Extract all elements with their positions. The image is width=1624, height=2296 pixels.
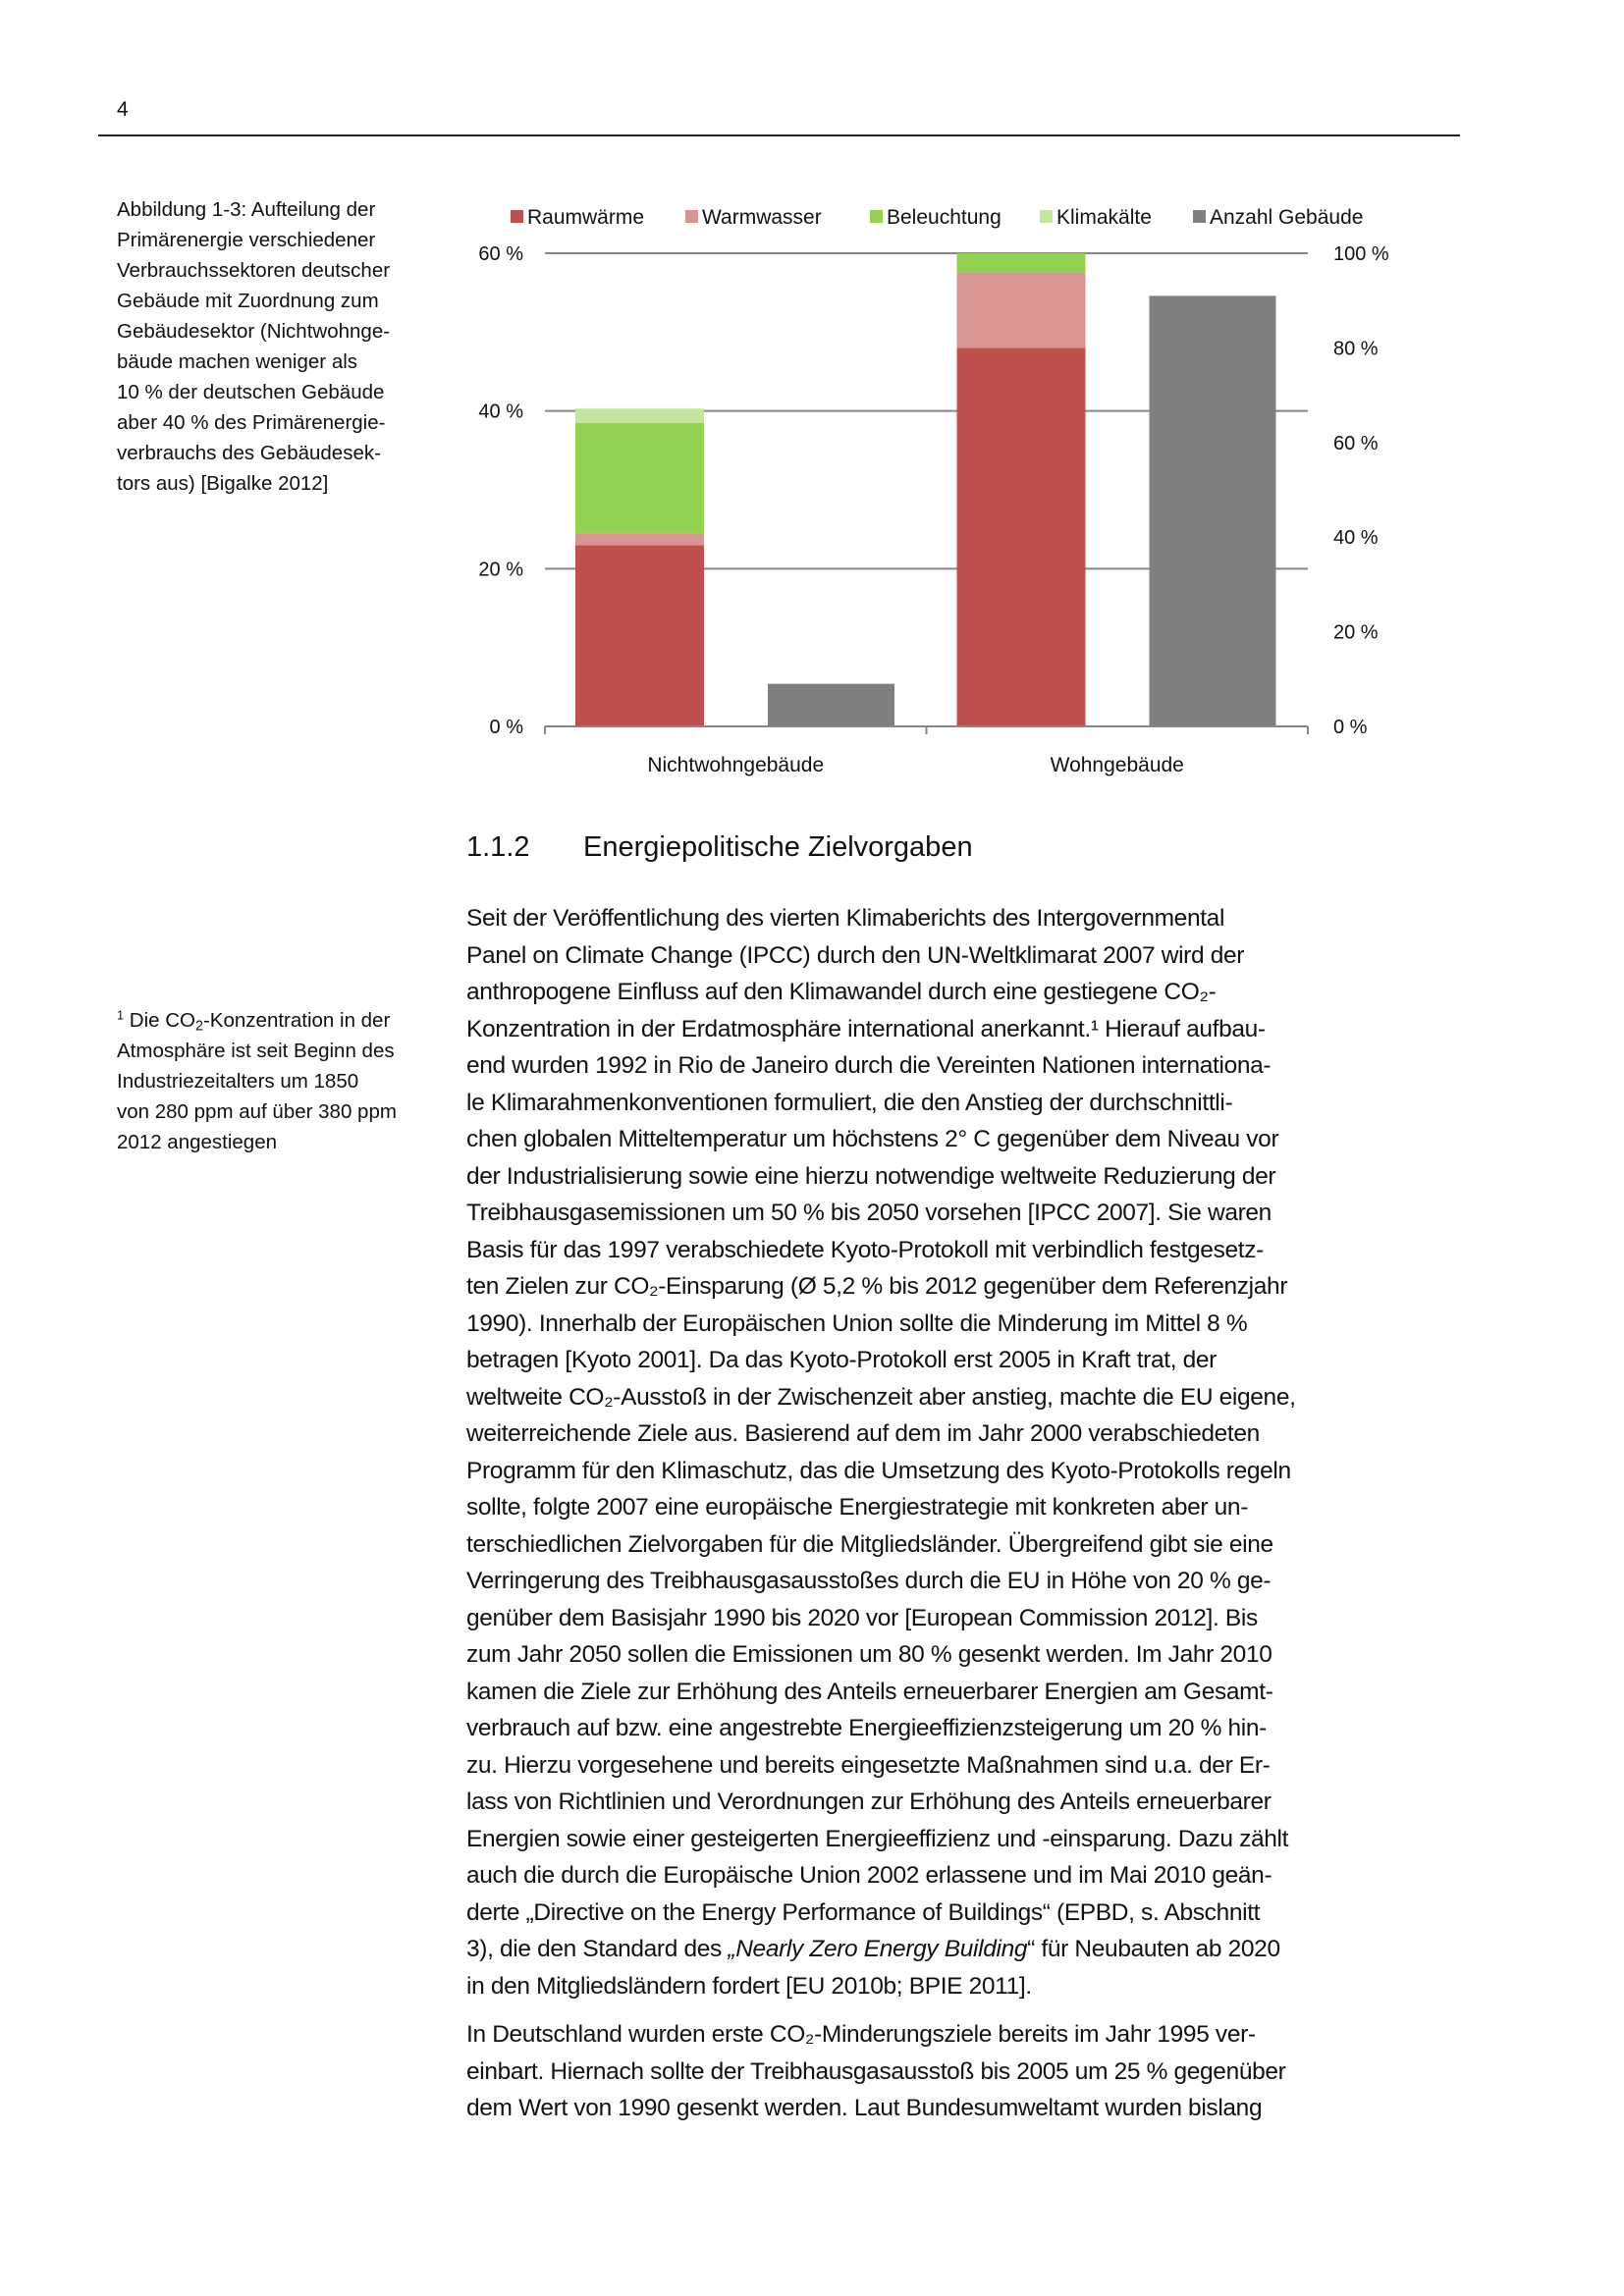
right-axis-tick-label: 60 % <box>1333 432 1379 454</box>
margin-footnote <box>117 1005 441 1157</box>
caption-line: Gebäudesektor (Nichtwohnge- <box>117 320 391 343</box>
text-line: einbart. Hiernach sollte der Treibhausgasausstoß bis 2005 um 25 % gegenüber <box>466 2057 1286 2085</box>
text-line: terschiedlichen Zielvorgaben für die Mitgliedsländer. Übergreifend gibt sie eine <box>466 1530 1273 1558</box>
caption-line: bäude machen weniger als <box>117 350 358 373</box>
legend-swatch <box>1193 210 1206 223</box>
text-line: zum Jahr 2050 sollen die Emissionen um 80 % gesenkt werden. Im Jahr 2010 <box>466 1641 1272 1668</box>
text-line: zu. Hierzu vorgesehene und bereits eingesetzte Maßnahmen sind u.a. der Er- <box>466 1751 1271 1779</box>
caption-line: Abbildung 1-3: Aufteilung der <box>117 198 376 221</box>
caption-line: Primärenergie verschiedener <box>117 229 376 251</box>
right-axis-tick-label: 20 % <box>1333 621 1379 644</box>
footnote-line: 2012 angestiegen <box>117 1131 278 1153</box>
text-line: derte „Directive on the Energy Performance of Buildings“ (EPBD, s. Abschnitt <box>466 1898 1261 1926</box>
right-axis-tick-label: 40 % <box>1333 527 1379 550</box>
text-line: anthropogene Einfluss auf den Klimawandel durch eine gestiegene CO₂- <box>466 979 1217 1005</box>
left-axis-tick-label: 40 % <box>478 400 523 423</box>
text-line: sollte, folgte 2007 eine europäische Energiestrategie mit konkreten aber un- <box>466 1494 1249 1521</box>
text-line: auch die durch die Europäische Union 2002 erlassene und im Mai 2010 geän- <box>466 1862 1272 1889</box>
footnote-marker: 1 <box>117 1007 125 1023</box>
bar-segment-warmwasser <box>575 533 704 545</box>
text-line: chen globalen Mitteltemperatur um höchstens 2° C gegenüber dem Niveau vor <box>466 1126 1279 1152</box>
text-line: Konzentration in der Erdatmosphäre international anerkannt.¹ Hierauf aufbau- <box>466 1015 1266 1042</box>
text-line: 3), die den Standard des „Nearly Zero Energy Building“ für Neubauten ab 2020 <box>466 1936 1280 1962</box>
legend-swatch <box>870 210 883 223</box>
text-line: Energien sowie einer gesteigerten Energieeffizienz und -einsparung. Dazu zählt <box>466 1825 1289 1852</box>
legend-label: Beleuchtung <box>887 206 1001 229</box>
text-line: der Industrialisierung sowie eine hierzu notwendige weltweite Reduzierung der <box>466 1162 1276 1190</box>
text-line: weltweite CO₂-Ausstoß in der Zwischenzeit aber anstieg, machte die EU eigene, <box>466 1383 1296 1411</box>
gridlines <box>545 253 1308 568</box>
caption-line: Gebäude mit Zuordnung zum <box>117 290 379 312</box>
right-axis-tick-label: 100 % <box>1333 243 1389 265</box>
category-label: Nichtwohngebäude <box>647 754 825 776</box>
text-line: kamen die Ziele zur Erhöhung des Anteils erneuerbarer Energien am Gesamt- <box>466 1678 1273 1705</box>
text-line: weiterreichende Ziele aus. Basierend auf dem im Jahr 2000 verabschiedeten <box>466 1420 1260 1447</box>
text-line: Panel on Climate Change (IPCC) durch den UN-Weltklimarat 2007 wird der <box>466 941 1245 969</box>
right-axis-tick-label: 0 % <box>1333 717 1368 738</box>
footnote-line: von 280 ppm auf über 380 ppm <box>117 1100 397 1123</box>
footnote-line: Atmosphäre ist seit Beginn des <box>117 1040 395 1062</box>
text-line: Basis für das 1997 verabschiedete Kyoto-Protokoll mit verbindlich festgesetz- <box>466 1236 1264 1263</box>
caption-line: 10 % der deutschen Gebäude <box>117 381 385 403</box>
text-line: Programm für den Klimaschutz, das die Umsetzung des Kyoto-Protokolls regeln <box>466 1457 1291 1484</box>
legend-swatch <box>685 210 698 223</box>
bar-segment-warmwasser <box>957 272 1086 347</box>
text-line: verbrauch auf bzw. eine angestrebte Energieeffizienzsteigerung um 20 % hin- <box>466 1715 1267 1741</box>
header-rule <box>98 134 1460 136</box>
left-axis-tick-label: 60 % <box>478 243 523 265</box>
caption-line: tors aus) [Bigalke 2012] <box>117 472 329 495</box>
legend-label: Klimakälte <box>1056 206 1152 229</box>
text-line: 1990). Innerhalb der Europäischen Union sollte die Minderung im Mittel 8 % <box>466 1309 1248 1337</box>
axes <box>478 243 1389 776</box>
right-axis-tick-label: 80 % <box>1333 338 1379 360</box>
text-line: lass von Richtlinien und Verordnungen zur Erhöhung des Anteils erneuerbarer <box>466 1789 1272 1815</box>
text-line: Seit der Veröffentlichung des vierten Klimaberichts des Intergovernmental <box>466 905 1225 932</box>
text-line: le Klimarahmenkonventionen formuliert, die den Anstieg der durchschnittli- <box>466 1089 1233 1116</box>
bar-segment-beleuchtung <box>957 253 1086 272</box>
footnote-line: $^1$ Die $CO_2$-Konzentration in der <box>117 1007 391 1035</box>
footnote-line: Industriezeitalters um 1850 <box>117 1070 359 1093</box>
left-axis-tick-label: 20 % <box>478 559 523 581</box>
figure-caption <box>117 194 441 499</box>
legend <box>511 206 1363 229</box>
legend-label: Raumwärme <box>527 206 645 229</box>
body-paragraph-2 <box>466 2016 1448 2127</box>
legend-swatch <box>511 210 523 223</box>
text-line: ten Zielen zur CO₂-Einsparung (Ø 5,2 % bis 2012 gegenüber dem Referenzjahr <box>466 1273 1288 1300</box>
text-line: betragen [Kyoto 2001]. Da das Kyoto-Protokoll erst 2005 in Kraft trat, der <box>466 1347 1217 1373</box>
text-line: In Deutschland wurden erste CO₂-Minderungsziele bereits im Jahr 1995 ver- <box>466 2021 1256 2048</box>
section-title: Energiepolitische Zielvorgaben <box>583 831 973 863</box>
text-line: Verringerung des Treibhausgasausstoßes durch die EU in Höhe von 20 % ge- <box>466 1568 1272 1594</box>
italic-term: „Nearly Zero Energy Building <box>728 1936 1028 1962</box>
text-line: in den Mitgliedsländern fordert [EU 2010b; BPIE 2011]. <box>466 1972 1032 2000</box>
body-paragraph-1 <box>466 900 1448 2004</box>
category-label: Wohngebäude <box>1050 754 1184 776</box>
caption-line: aber 40 % des Primärenergie- <box>117 411 386 434</box>
text-line: dem Wert von 1990 gesenkt werden. Laut Bundesumweltamt wurden bislang <box>466 2095 1263 2121</box>
left-axis-tick-label: 0 % <box>489 717 523 738</box>
text-line: end wurden 1992 in Rio de Janeiro durch die Vereinten Nationen internationa- <box>466 1052 1272 1079</box>
bar-anzahl-gebaeude <box>1150 295 1276 726</box>
legend-swatch <box>1040 210 1053 223</box>
bar-anzahl-gebaeude <box>768 684 894 726</box>
bar-segment-klimak-lte <box>575 408 704 422</box>
text-line: Treibhausgasemissionen um 50 % bis 2050 vorsehen [IPCC 2007]. Sie waren <box>466 1200 1272 1226</box>
bar-segment-raumw-rme <box>957 347 1086 726</box>
legend-label: Warmwasser <box>702 206 822 229</box>
caption-line: Verbrauchssektoren deutscher <box>117 259 391 282</box>
section-number: 1.1.2 <box>466 831 530 863</box>
bars <box>575 253 1276 726</box>
bar-segment-beleuchtung <box>575 423 704 533</box>
legend-label: Anzahl Gebäude <box>1210 206 1364 229</box>
text-line: genüber dem Basisjahr 1990 bis 2020 vor [European Commission 2012]. Bis <box>466 1604 1258 1631</box>
caption-line: verbrauchs des Gebäudesek- <box>117 442 381 464</box>
bar-segment-raumw-rme <box>575 545 704 726</box>
page-number: 4 <box>117 98 129 121</box>
